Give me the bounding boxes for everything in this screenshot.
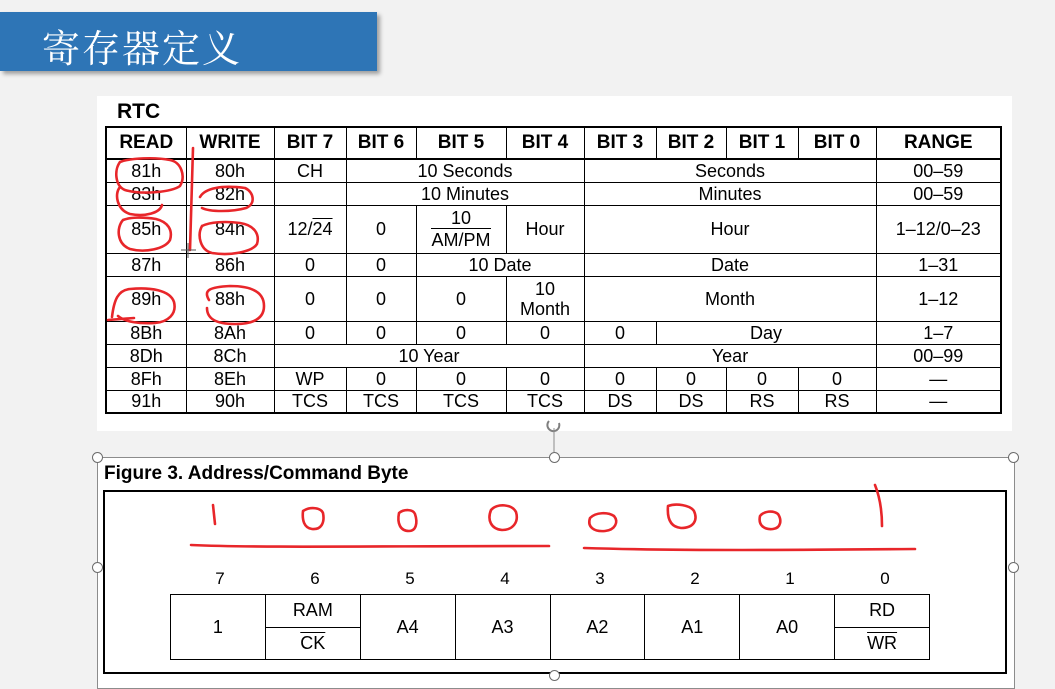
bit-cell: 0: [584, 367, 656, 390]
bit-number: 6: [310, 569, 320, 588]
column-header: BIT 3: [584, 127, 656, 159]
write-address: 84h: [186, 205, 274, 253]
slide-title-banner: [0, 12, 377, 71]
bit-cell: TCS: [416, 390, 506, 413]
table-row: [106, 321, 1001, 344]
bit-cell: 10 AM/PM: [416, 205, 506, 253]
read-address: 83h: [106, 182, 186, 205]
table-row: [106, 276, 1001, 321]
resize-handle-top-left[interactable]: [92, 452, 103, 463]
column-header: BIT 5: [416, 127, 506, 159]
bit-cell: 0: [346, 321, 416, 344]
column-header: BIT 6: [346, 127, 416, 159]
read-address: 81h: [106, 159, 186, 182]
column-header: BIT 2: [656, 127, 726, 159]
bit-cell: 0: [274, 276, 346, 321]
bit-number: 0: [880, 569, 890, 588]
bit-cell: 0: [416, 276, 506, 321]
bit-cell: Seconds: [584, 159, 876, 182]
bit-cell: WP: [274, 367, 346, 390]
bit-cell: 0: [274, 253, 346, 276]
table-row: [106, 205, 1001, 253]
bit-number: 1: [785, 569, 795, 588]
read-address: 87h: [106, 253, 186, 276]
bit-cell: 0: [416, 367, 506, 390]
bit-cell: Year: [584, 344, 876, 367]
write-address: 86h: [186, 253, 274, 276]
write-address: 8Eh: [186, 367, 274, 390]
bit-cell: Hour: [584, 205, 876, 253]
read-address: 85h: [106, 205, 186, 253]
byte-cell: RAM $\overline{CK}$: [265, 595, 360, 660]
column-header: BIT 1: [726, 127, 798, 159]
range-cell: 00–59: [876, 182, 1001, 205]
byte-cell: A4: [360, 595, 455, 660]
bit-cell: 0: [726, 367, 798, 390]
bit-cell: 10 Minutes: [346, 182, 584, 205]
write-address: 8Ch: [186, 344, 274, 367]
bit-cell: TCS: [506, 390, 584, 413]
write-address: 82h: [186, 182, 274, 205]
bit-cell: TCS: [274, 390, 346, 413]
column-header: RANGE: [876, 127, 1001, 159]
byte-cell: A0: [740, 595, 835, 660]
byte-cell: A3: [455, 595, 550, 660]
resize-handle-right[interactable]: [1008, 562, 1019, 573]
table-row: [106, 253, 1001, 276]
column-header: READ: [106, 127, 186, 159]
figure-selection-frame[interactable]: [97, 457, 1015, 689]
read-address: 8Fh: [106, 367, 186, 390]
range-cell: 1–7: [876, 321, 1001, 344]
table-row: [106, 182, 1001, 205]
bit-cell: 10 Month: [506, 276, 584, 321]
bit-cell: RS: [726, 390, 798, 413]
bit-number: 5: [405, 569, 415, 588]
bit-cell: 0: [274, 321, 346, 344]
write-address: 90h: [186, 390, 274, 413]
rtc-register-table: [105, 126, 1002, 414]
read-address: 8Bh: [106, 321, 186, 344]
bit-cell: 0: [346, 253, 416, 276]
bit-cell: 10 Year: [274, 344, 584, 367]
resize-handle-top-right[interactable]: [1008, 452, 1019, 463]
range-cell: —: [876, 390, 1001, 413]
bit-cell: 0: [416, 321, 506, 344]
read-address: 89h: [106, 276, 186, 321]
table-row: [106, 344, 1001, 367]
bit-number: 4: [500, 569, 510, 588]
command-byte-table: [170, 594, 930, 660]
bit-cell: Minutes: [584, 182, 876, 205]
bit-cell: 10 Date: [416, 253, 584, 276]
bit-cell: 0: [346, 367, 416, 390]
resize-handle-top[interactable]: [549, 452, 560, 463]
range-cell: 00–99: [876, 344, 1001, 367]
slide-title: 寄存器定义: [42, 27, 243, 71]
table-row: [106, 390, 1001, 413]
bit-cell: DS: [656, 390, 726, 413]
read-address: 91h: [106, 390, 186, 413]
bit-cell: Date: [584, 253, 876, 276]
bit-cell: TCS: [346, 390, 416, 413]
bit-cell: 12/24: [274, 205, 346, 253]
bit-cell: Day: [656, 321, 876, 344]
bit-cell: 0: [798, 367, 876, 390]
write-address: 80h: [186, 159, 274, 182]
byte-cell: A2: [550, 595, 645, 660]
bit-cell: 0: [656, 367, 726, 390]
column-header: WRITE: [186, 127, 274, 159]
bit-cell: 0: [584, 321, 656, 344]
bit-cell: Hour: [506, 205, 584, 253]
bit-cell: [274, 182, 346, 205]
table-row: [106, 367, 1001, 390]
range-cell: 1–12: [876, 276, 1001, 321]
range-cell: 1–12/0–23: [876, 205, 1001, 253]
byte-cell: A1: [645, 595, 740, 660]
table-header-row: [106, 127, 1001, 159]
bit-number: 7: [215, 569, 225, 588]
bit-cell: 0: [506, 321, 584, 344]
resize-handle-left[interactable]: [92, 562, 103, 573]
bit-cell: 0: [506, 367, 584, 390]
byte-cell: RD $\overline{WR}$: [835, 595, 930, 660]
rtc-register-panel[interactable]: [97, 96, 1012, 431]
bit-cell: Month: [584, 276, 876, 321]
bit-cell: 10 Seconds: [346, 159, 584, 182]
bit-number: 2: [690, 569, 700, 588]
column-header: BIT 7: [274, 127, 346, 159]
command-byte-diagram: [103, 490, 1007, 674]
table-row: [106, 159, 1001, 182]
bit-cell: 0: [346, 205, 416, 253]
column-header: BIT 0: [798, 127, 876, 159]
byte-cell: 1: [171, 595, 266, 660]
range-cell: 1–31: [876, 253, 1001, 276]
bit-cell: RS: [798, 390, 876, 413]
range-cell: 00–59: [876, 159, 1001, 182]
column-header: BIT 4: [506, 127, 584, 159]
range-cell: —: [876, 367, 1001, 390]
bit-number: 3: [595, 569, 605, 588]
bit-cell: 0: [346, 276, 416, 321]
write-address: 88h: [186, 276, 274, 321]
write-address: 8Ah: [186, 321, 274, 344]
read-address: 8Dh: [106, 344, 186, 367]
bit-cell: DS: [584, 390, 656, 413]
figure-title: Figure 3. Address/Command Byte: [104, 463, 409, 484]
rtc-label: RTC: [117, 100, 161, 123]
bit-cell: CH: [274, 159, 346, 182]
